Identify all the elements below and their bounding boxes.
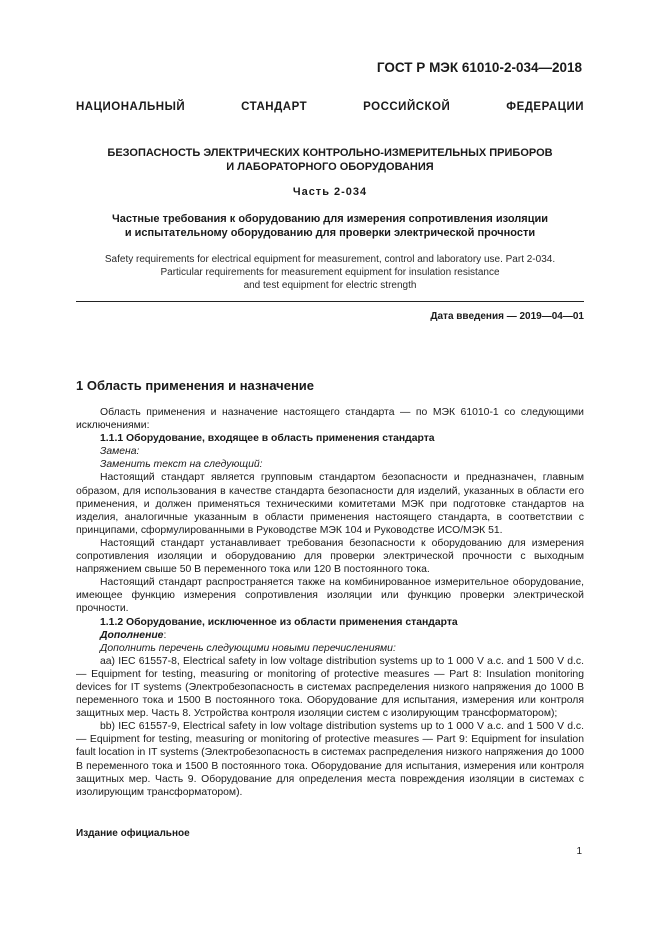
clause-1-1-1-title: 1.1.1 Оборудование, входящее в область применения стандарта xyxy=(100,433,435,445)
clause-1-1-1-replace: Замена: xyxy=(100,446,140,458)
subtitle-line-2: и испытательному оборудованию для проверки электрической прочности xyxy=(124,227,536,239)
english-title-line-3: and test equipment for electric strength xyxy=(243,280,417,291)
paragraph-1: Настоящий стандарт является групповым стандартом безопасности и предназначен, главным образом, для использования в качестве стандарта безопасности для изделий, указанных в области его применения, и должен применяться техническими комитетами МЭК при подготовке стандартов на изделия, аналогичные указанным в области применения настоящего стандарта, в соответствии с принципами, сформулированными в Руководстве МЭК 104 и Руководстве ИСО/МЭК 51. xyxy=(76,472,584,536)
header-divider xyxy=(76,301,584,302)
english-title-line-1: Safety requirements for electrical equipment for measurement, control and laboratory use. Part 2-034. xyxy=(104,254,556,265)
clause-1-1-2-add-text: Дополнить перечень следующими новыми перечислениями: xyxy=(100,642,396,654)
clause-1-1-1-replace-text: Заменить текст на следующий: xyxy=(100,459,263,471)
list-item-bb: bb) IEC 61557-9, Electrical safety in low voltage distribution systems up to 1 000 V a.c. and 1 500 V d.c. — Equipment for testing, measuring or monitoring of protective measures — Part 9: Equipment for insulation fault location in IT systems (Электробезопасность в системах распределения низкого напряжения до 1000 В переменного тока и 1500 В постоянного тока. Оборудование для испытания, измерения или контроля защитных мер. Часть 9. Оборудование для определения места повреждения изоляции в системах с изолирующим трансформатором). xyxy=(76,721,584,798)
clause-1-1-2-title: 1.1.2 Оборудование, исключенное из области применения стандарта xyxy=(100,616,458,628)
english-title-line-2: Particular requirements for measurement equipment for insulation resistance xyxy=(160,267,500,278)
part-number: Часть 2-034 xyxy=(292,186,368,198)
clause-1-1-2-add xyxy=(76,629,584,642)
list-item-aa: аа) IEC 61557-8, Electrical safety in low voltage distribution systems up to 1 000 V a.c. and 1 500 V d.c. — Equipment for testing, measuring or monitoring of protective measures — Part 8: Insulation monitoring devices for IT systems (Электробезопасность в системах распределения низкого напряжения до 1000 В переменного тока и 1500 В постоянного тока. Оборудование для испытания, измерения или контроля защитных мер. Часть 8. Устройства контроля изоляции систем с изолирующим трансформатором); xyxy=(76,655,584,720)
title-line-1: БЕЗОПАСНОСТЬ ЭЛЕКТРИЧЕСКИХ КОНТРОЛЬНО-ИЗМЕРИТЕЛЬНЫХ ПРИБОРОВ xyxy=(107,147,553,159)
section-intro: Область применения и назначение настоящего стандарта — по МЭК 61010-1 со следующими исключениями: xyxy=(76,407,584,432)
national-standard-heading: НАЦИОНАЛЬНЫЙ СТАНДАРТ РОССИЙСКОЙ ФЕДЕРАЦИИ xyxy=(76,101,584,113)
edition-label: Издание официальное xyxy=(76,828,190,839)
page-number: 1 xyxy=(576,846,582,857)
document-body xyxy=(76,378,584,799)
document-subtitle xyxy=(60,212,600,240)
subtitle-line-1: Частные требования к оборудованию для измерения сопротивления изоляции xyxy=(112,213,548,225)
section-heading: 1 Область применения и назначение xyxy=(76,378,315,393)
standard-code: ГОСТ Р МЭК 61010-2-034—2018 xyxy=(376,60,582,75)
clause-1-1-2-add-colon: : xyxy=(163,629,167,641)
paragraph-3: Настоящий стандарт распространяется также на комбинированное измерительное оборудование, имеющее функцию измерения сопротивления изоляции или функцию проверки электрической прочности. xyxy=(76,577,584,615)
english-title xyxy=(60,253,600,292)
title-line-2: И ЛАБОРАТОРНОГО ОБОРУДОВАНИЯ xyxy=(226,161,434,173)
paragraph-2: Настоящий стандарт устанавливает требования безопасности к оборудованию для измерения сопротивления изоляции и оборудованию для проверки электрической прочности с выходным напряжением свыше 50 В переменного тока или 120 В постоянного тока. xyxy=(76,537,584,576)
introduction-date: Дата введения — 2019—04—01 xyxy=(430,311,584,322)
clause-1-1-2-add-label: Дополнение xyxy=(100,629,164,641)
document-title xyxy=(60,146,600,174)
